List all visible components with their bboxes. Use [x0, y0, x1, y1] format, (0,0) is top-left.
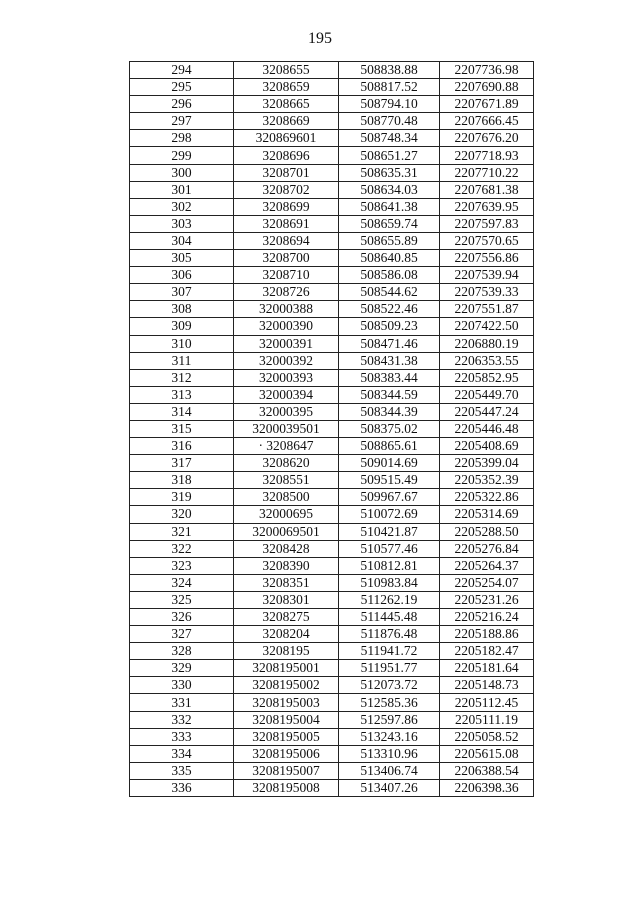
table-row: [130, 540, 534, 557]
y-coordinate-cell: 2205852.95: [440, 369, 534, 386]
table-row: [130, 694, 534, 711]
table-row: [130, 181, 534, 198]
table-row: [130, 147, 534, 164]
row-index-cell: 310: [130, 335, 234, 352]
table-row: [130, 574, 534, 591]
table-row: [130, 643, 534, 660]
y-coordinate-cell: 2207681.38: [440, 181, 534, 198]
table-row: [130, 557, 534, 574]
y-coordinate-cell: 2205446.48: [440, 420, 534, 437]
y-coordinate-cell: 2205399.04: [440, 455, 534, 472]
row-index-cell: 294: [130, 62, 234, 79]
x-coordinate-cell: 512585.36: [339, 694, 440, 711]
x-coordinate-cell: 508522.46: [339, 301, 440, 318]
x-coordinate-cell: 508640.85: [339, 250, 440, 267]
point-id-cell: 32000388: [234, 301, 339, 318]
row-index-cell: 306: [130, 267, 234, 284]
table-row: [130, 232, 534, 249]
point-id-cell: 3208700: [234, 250, 339, 267]
table-row: [130, 198, 534, 215]
point-id-cell: 3208351: [234, 574, 339, 591]
y-coordinate-cell: 2205254.07: [440, 574, 534, 591]
x-coordinate-cell: 510577.46: [339, 540, 440, 557]
point-id-cell: 32000695: [234, 506, 339, 523]
table-row: [130, 455, 534, 472]
x-coordinate-cell: 511262.19: [339, 591, 440, 608]
point-id-cell: 3208390: [234, 557, 339, 574]
y-coordinate-cell: 2207556.86: [440, 250, 534, 267]
y-coordinate-cell: 2207639.95: [440, 198, 534, 215]
table-row: [130, 506, 534, 523]
x-coordinate-cell: 508586.08: [339, 267, 440, 284]
y-coordinate-cell: 2205408.69: [440, 438, 534, 455]
y-coordinate-cell: 2207666.45: [440, 113, 534, 130]
x-coordinate-cell: 508659.74: [339, 215, 440, 232]
row-index-cell: 301: [130, 181, 234, 198]
page-number: 195: [308, 30, 332, 47]
y-coordinate-cell: 2205181.64: [440, 660, 534, 677]
row-index-cell: 329: [130, 660, 234, 677]
point-id-cell: 3208701: [234, 164, 339, 181]
x-coordinate-cell: 511941.72: [339, 643, 440, 660]
table-row: [130, 79, 534, 96]
row-index-cell: 318: [130, 472, 234, 489]
y-coordinate-cell: 2207710.22: [440, 164, 534, 181]
row-index-cell: 330: [130, 677, 234, 694]
point-id-cell: 320869601: [234, 130, 339, 147]
point-id-cell: 3208195001: [234, 660, 339, 677]
x-coordinate-cell: 508770.48: [339, 113, 440, 130]
table-row: [130, 591, 534, 608]
row-index-cell: 295: [130, 79, 234, 96]
row-index-cell: 336: [130, 779, 234, 796]
row-index-cell: 322: [130, 540, 234, 557]
row-index-cell: 331: [130, 694, 234, 711]
x-coordinate-cell: 508383.44: [339, 369, 440, 386]
row-index-cell: 326: [130, 609, 234, 626]
x-coordinate-cell: 513310.96: [339, 745, 440, 762]
y-coordinate-cell: 2207736.98: [440, 62, 534, 79]
point-id-cell: 3208702: [234, 181, 339, 198]
x-coordinate-cell: 509515.49: [339, 472, 440, 489]
x-coordinate-cell: 513406.74: [339, 762, 440, 779]
table-row: [130, 318, 534, 335]
point-id-cell: 3208275: [234, 609, 339, 626]
x-coordinate-cell: 508635.31: [339, 164, 440, 181]
y-coordinate-cell: 2205314.69: [440, 506, 534, 523]
table-row: [130, 489, 534, 506]
y-coordinate-cell: 2207539.33: [440, 284, 534, 301]
table-row: [130, 762, 534, 779]
row-index-cell: 299: [130, 147, 234, 164]
table-row: [130, 403, 534, 420]
point-id-cell: · 3208647: [234, 438, 339, 455]
row-index-cell: 296: [130, 96, 234, 113]
point-id-cell: 3208620: [234, 455, 339, 472]
y-coordinate-cell: 2205112.45: [440, 694, 534, 711]
table-row: [130, 267, 534, 284]
y-coordinate-cell: 2205148.73: [440, 677, 534, 694]
table-row: [130, 250, 534, 267]
row-index-cell: 320: [130, 506, 234, 523]
point-id-cell: 32000395: [234, 403, 339, 420]
row-index-cell: 332: [130, 711, 234, 728]
row-index-cell: 324: [130, 574, 234, 591]
y-coordinate-cell: 2205111.19: [440, 711, 534, 728]
y-coordinate-cell: 2205447.24: [440, 403, 534, 420]
row-index-cell: 327: [130, 626, 234, 643]
row-index-cell: 319: [130, 489, 234, 506]
y-coordinate-cell: 2205352.39: [440, 472, 534, 489]
x-coordinate-cell: 508344.39: [339, 403, 440, 420]
row-index-cell: 315: [130, 420, 234, 437]
point-id-cell: 3208665: [234, 96, 339, 113]
row-index-cell: 333: [130, 728, 234, 745]
x-coordinate-cell: 509014.69: [339, 455, 440, 472]
table-row: [130, 301, 534, 318]
point-id-cell: 32000391: [234, 335, 339, 352]
point-id-cell: 3208694: [234, 232, 339, 249]
row-index-cell: 309: [130, 318, 234, 335]
row-index-cell: 328: [130, 643, 234, 660]
point-id-cell: 3208204: [234, 626, 339, 643]
y-coordinate-cell: 2207676.20: [440, 130, 534, 147]
y-coordinate-cell: 2207422.50: [440, 318, 534, 335]
x-coordinate-cell: 508794.10: [339, 96, 440, 113]
point-id-cell: 3208195002: [234, 677, 339, 694]
x-coordinate-cell: 510072.69: [339, 506, 440, 523]
x-coordinate-cell: 512597.86: [339, 711, 440, 728]
x-coordinate-cell: 508817.52: [339, 79, 440, 96]
y-coordinate-cell: 2206880.19: [440, 335, 534, 352]
point-id-cell: 3208500: [234, 489, 339, 506]
row-index-cell: 311: [130, 352, 234, 369]
table-row: [130, 523, 534, 540]
x-coordinate-cell: 511876.48: [339, 626, 440, 643]
row-index-cell: 312: [130, 369, 234, 386]
point-id-cell: 3208699: [234, 198, 339, 215]
point-id-cell: 3208195003: [234, 694, 339, 711]
x-coordinate-cell: 508431.38: [339, 352, 440, 369]
table-row: [130, 711, 534, 728]
x-coordinate-cell: 513243.16: [339, 728, 440, 745]
table-row: [130, 335, 534, 352]
x-coordinate-cell: 508865.61: [339, 438, 440, 455]
x-coordinate-cell: 512073.72: [339, 677, 440, 694]
point-id-cell: 3208655: [234, 62, 339, 79]
table-row: [130, 386, 534, 403]
point-id-cell: 32000392: [234, 352, 339, 369]
point-id-cell: 3200039501: [234, 420, 339, 437]
table-row: [130, 438, 534, 455]
y-coordinate-cell: 2205182.47: [440, 643, 534, 660]
y-coordinate-cell: 2205276.84: [440, 540, 534, 557]
row-index-cell: 300: [130, 164, 234, 181]
y-coordinate-cell: 2207570.65: [440, 232, 534, 249]
row-index-cell: 307: [130, 284, 234, 301]
point-id-cell: 3208195006: [234, 745, 339, 762]
y-coordinate-cell: 2206353.55: [440, 352, 534, 369]
row-index-cell: 302: [130, 198, 234, 215]
x-coordinate-cell: 511951.77: [339, 660, 440, 677]
table-row: [130, 215, 534, 232]
table-row: [130, 420, 534, 437]
x-coordinate-cell: 508655.89: [339, 232, 440, 249]
table-row: [130, 96, 534, 113]
x-coordinate-cell: 508651.27: [339, 147, 440, 164]
x-coordinate-cell: 511445.48: [339, 609, 440, 626]
y-coordinate-cell: 2207690.88: [440, 79, 534, 96]
point-id-cell: 3208195: [234, 643, 339, 660]
point-id-cell: 3208195004: [234, 711, 339, 728]
x-coordinate-cell: 508344.59: [339, 386, 440, 403]
x-coordinate-cell: 508634.03: [339, 181, 440, 198]
y-coordinate-cell: 2205288.50: [440, 523, 534, 540]
x-coordinate-cell: 508375.02: [339, 420, 440, 437]
row-index-cell: 323: [130, 557, 234, 574]
y-coordinate-cell: 2205216.24: [440, 609, 534, 626]
point-id-cell: 3208659: [234, 79, 339, 96]
row-index-cell: 314: [130, 403, 234, 420]
x-coordinate-cell: 508544.62: [339, 284, 440, 301]
point-id-cell: 32000393: [234, 369, 339, 386]
y-coordinate-cell: 2205322.86: [440, 489, 534, 506]
y-coordinate-cell: 2207671.89: [440, 96, 534, 113]
table-row: [130, 609, 534, 626]
point-id-cell: 3200069501: [234, 523, 339, 540]
row-index-cell: 305: [130, 250, 234, 267]
table-row: [130, 745, 534, 762]
y-coordinate-cell: 2207718.93: [440, 147, 534, 164]
x-coordinate-cell: 509967.67: [339, 489, 440, 506]
point-id-cell: 3208691: [234, 215, 339, 232]
y-coordinate-cell: 2205264.37: [440, 557, 534, 574]
table-row: [130, 284, 534, 301]
table-row: [130, 113, 534, 130]
y-coordinate-cell: 2205058.52: [440, 728, 534, 745]
table-body: [130, 62, 534, 797]
row-index-cell: 304: [130, 232, 234, 249]
point-id-cell: 3208428: [234, 540, 339, 557]
row-index-cell: 325: [130, 591, 234, 608]
row-index-cell: 308: [130, 301, 234, 318]
row-index-cell: 335: [130, 762, 234, 779]
table-row: [130, 62, 534, 79]
x-coordinate-cell: 510812.81: [339, 557, 440, 574]
point-id-cell: 32000390: [234, 318, 339, 335]
row-index-cell: 316: [130, 438, 234, 455]
point-id-cell: 3208195005: [234, 728, 339, 745]
y-coordinate-cell: 2205231.26: [440, 591, 534, 608]
x-coordinate-cell: 508509.23: [339, 318, 440, 335]
table-row: [130, 164, 534, 181]
table-row: [130, 660, 534, 677]
y-coordinate-cell: 2205615.08: [440, 745, 534, 762]
point-id-cell: 3208696: [234, 147, 339, 164]
y-coordinate-cell: 2205449.70: [440, 386, 534, 403]
table-row: [130, 369, 534, 386]
x-coordinate-cell: 510983.84: [339, 574, 440, 591]
coordinate-table: [129, 61, 534, 797]
row-index-cell: 313: [130, 386, 234, 403]
y-coordinate-cell: 2206388.54: [440, 762, 534, 779]
point-id-cell: 32000394: [234, 386, 339, 403]
y-coordinate-cell: 2206398.36: [440, 779, 534, 796]
x-coordinate-cell: 508641.38: [339, 198, 440, 215]
row-index-cell: 303: [130, 215, 234, 232]
point-id-cell: 3208195007: [234, 762, 339, 779]
point-id-cell: 3208669: [234, 113, 339, 130]
row-index-cell: 297: [130, 113, 234, 130]
row-index-cell: 298: [130, 130, 234, 147]
table-row: [130, 626, 534, 643]
x-coordinate-cell: 513407.26: [339, 779, 440, 796]
point-id-cell: 3208301: [234, 591, 339, 608]
point-id-cell: 3208195008: [234, 779, 339, 796]
y-coordinate-cell: 2205188.86: [440, 626, 534, 643]
point-id-cell: 3208551: [234, 472, 339, 489]
y-coordinate-cell: 2207597.83: [440, 215, 534, 232]
table-row: [130, 352, 534, 369]
x-coordinate-cell: 508748.34: [339, 130, 440, 147]
row-index-cell: 321: [130, 523, 234, 540]
y-coordinate-cell: 2207539.94: [440, 267, 534, 284]
table-row: [130, 677, 534, 694]
table-row: [130, 728, 534, 745]
x-coordinate-cell: 508471.46: [339, 335, 440, 352]
row-index-cell: 334: [130, 745, 234, 762]
table-row: [130, 779, 534, 796]
table-row: [130, 472, 534, 489]
table-row: [130, 130, 534, 147]
point-id-cell: 3208726: [234, 284, 339, 301]
x-coordinate-cell: 510421.87: [339, 523, 440, 540]
x-coordinate-cell: 508838.88: [339, 62, 440, 79]
row-index-cell: 317: [130, 455, 234, 472]
point-id-cell: 3208710: [234, 267, 339, 284]
y-coordinate-cell: 2207551.87: [440, 301, 534, 318]
